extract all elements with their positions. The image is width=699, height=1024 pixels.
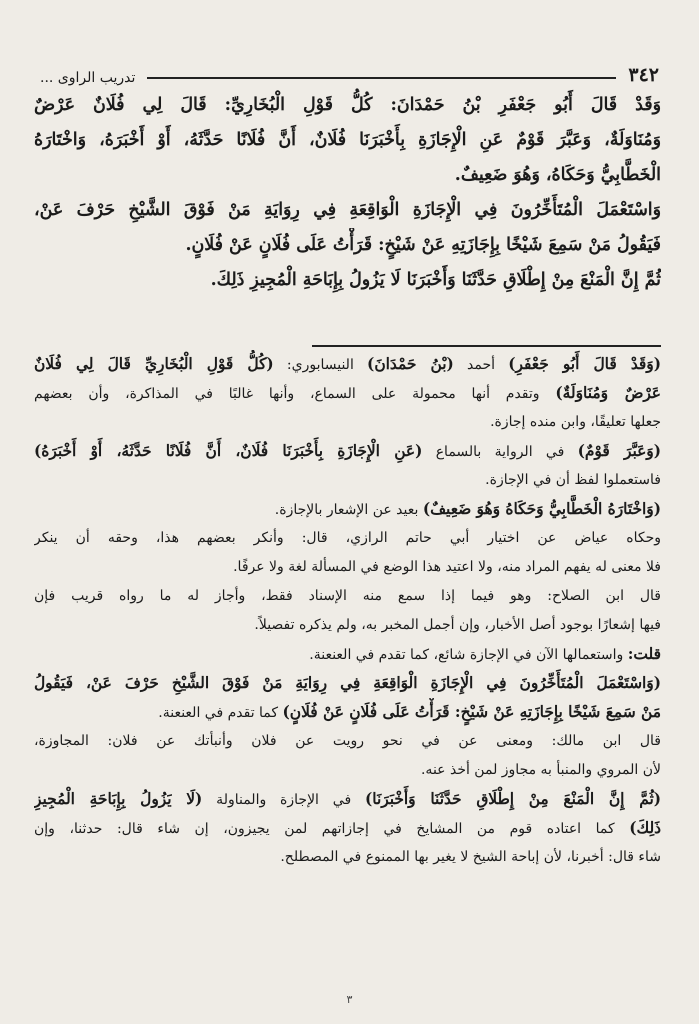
main-line: فَيَقُولُ مَنْ سَمِعَ شَيْخًا بِإِجَازَتِهِ عَنْ شَيْخٍ: قَرَأْتُ عَلَى فُلَانٍ عَنْ فُلَانٍ. xyxy=(185,235,661,255)
commentary-text: كما اعتاده قوم من المشايخ في إجازاتهم لمن يجيزون، إن شاء قال: حدثنا، وإن xyxy=(34,821,630,837)
quoted-matn: (ثُمَّ إِنَّ الْمَنْعَ مِنْ إِطْلَاقِ حَدَّثَنَا وَأَخْبَرَنَا) xyxy=(365,790,661,808)
main-line: وَمُنَاوَلَةٌ، وَعَبَّرَ قَوْمٌ عَنِ الْإِجَازَةِ بِأَخْبَرَنَا فُلَانٌ، أَنَّ فُلَانًا حَدَّثَهُ، أَوْ أَخْبَرَهُ، وَاخْتَارَهُ xyxy=(34,130,661,150)
commentary xyxy=(34,350,661,872)
main-line: وَاسْتَعْمَلَ الْمُتَأَخِّرُونَ فِي الْإِجَازَةِ الْوَاقِعَةِ فِي رِوَايَةِ مَنْ فَوْقَ الشَّيْخِ حَرْفَ عَنْ، xyxy=(34,200,661,220)
commentary-text: شاء قال: أخبرنا، لأن إباحة الشيخ لا يغير بها الممنوع في المصطلح. xyxy=(280,849,661,865)
commentary-line xyxy=(34,756,661,785)
footer-mark: ٣ xyxy=(346,993,353,1006)
commentary-line xyxy=(34,553,661,582)
quoted-matn: ذَلِكَ) xyxy=(629,819,661,837)
commentary-line xyxy=(34,698,661,727)
commentary-text: لأن المروي والمنبأ به مجاوز لمن أخذ عنه. xyxy=(420,762,661,778)
commentary-text: فيها إشعارًا بوجود أصل الأخبار، وإن أجمل المخبر به، ولم يذكره تفصيلاً. xyxy=(254,617,661,633)
commentary-line xyxy=(34,350,661,379)
commentary-line xyxy=(34,669,661,698)
commentary-line xyxy=(34,582,661,611)
page-number: ٣٤٢ xyxy=(628,64,659,86)
commentary-line xyxy=(34,408,661,437)
commentary-text: النيسابوري: xyxy=(273,357,368,373)
quoted-matn: (لَا يَزُولُ بِإِبَاحَةِ الْمُجِيزِ xyxy=(34,790,203,808)
commentary-text: وحكاه عياض عن اختيار أبي حاتم الرازي، قال: وأنكر بعضهم هذا، وحقه أن ينكر xyxy=(34,530,661,546)
main-text xyxy=(34,88,661,298)
quoted-matn: مَنْ سَمِعَ شَيْخًا بِإِجَازَتِهِ عَنْ شَيْخٍ: قَرَأْتُ عَلَى فُلَانٍ عَنْ فُلَانٍ) xyxy=(282,703,661,721)
commentary-text: بعيد عن الإشعار بالإجازة. xyxy=(274,502,423,518)
commentary-line xyxy=(34,524,661,553)
quoted-matn: (وَقَدْ قَالَ أَبُو جَعْفَرِ) xyxy=(508,355,661,373)
commentary-text: في الإجازة والمناولة xyxy=(202,792,365,808)
quoted-matn: (بْنُ حَمْدَانَ) xyxy=(367,355,454,373)
main-line: الْخَطَّابِيُّ وَحَكَاهُ، وَهُوَ ضَعِيفٌ. xyxy=(454,165,661,185)
commentary-line xyxy=(34,611,661,640)
quoted-matn: قلت: xyxy=(627,645,661,663)
commentary-line xyxy=(34,495,661,524)
commentary-text: جعلها تعليقًا، وابن منده إجازة. xyxy=(490,414,661,430)
commentary-line xyxy=(34,437,661,466)
commentary-text: كما تقدم في العنعنة. xyxy=(158,705,283,721)
quoted-matn: (وَاسْتَعْمَلَ الْمُتَأَخِّرُونَ فِي الْإِجَازَةِ الْوَاقِعَةِ فِي رِوَايَةِ مَنْ فَوْقَ الشَّيْخِ حَرْفَ عَنْ، فَيَقُولُ xyxy=(34,674,661,692)
main-line: وَقَدْ قَالَ أَبُو جَعْفَرِ بْنُ حَمْدَانَ: كُلُّ قَوْلِ الْبُخَارِيِّ: قَالَ لِي فُلَانٌ عَرْضٌ xyxy=(34,95,661,115)
commentary-text: واستعمالها الآن في الإجازة شائع، كما تقدم في العنعنة. xyxy=(309,647,628,663)
quoted-matn: (وَعَبَّرَ قَوْمٌ) xyxy=(577,442,661,460)
page-header xyxy=(40,58,659,86)
commentary-text: وتقدم أنها محمولة على السماع، وأنها غالبًا في المذاكرة، وأن بعضهم xyxy=(34,386,556,402)
commentary-line xyxy=(34,727,661,756)
section-divider xyxy=(312,345,661,347)
commentary-line xyxy=(34,640,661,669)
commentary-text: فلا معنى له يفهم المراد منه، ولا اعتيد هذا الوضع في المسألة لغة ولا عرفًا. xyxy=(233,559,661,575)
commentary-line xyxy=(34,785,661,814)
commentary-line xyxy=(34,843,661,872)
main-line: ثُمَّ إِنَّ الْمَنْعَ مِنْ إِطْلَاقِ حَدَّثَنَا وَأَخْبَرَنَا لَا يَزُولُ بِإِبَاحَةِ الْمُجِيزِ ذَلِكَ. xyxy=(210,270,661,290)
book-title: تدريب الراوى ... xyxy=(40,70,136,86)
commentary-line xyxy=(34,379,661,408)
quoted-matn: (وَاخْتَارَهُ الْخَطَّابِيُّ وَحَكَاهُ وَهُوَ ضَعِيفٌ) xyxy=(422,500,661,518)
commentary-line xyxy=(34,814,661,843)
quoted-matn: (كُلُّ قَوْلِ الْبُخَارِيِّ قَالَ لِي فُلَانٌ xyxy=(34,355,274,373)
commentary-text: فاستعملوا لفظ أن في الإجازة. xyxy=(485,472,661,488)
commentary-text: أحمد xyxy=(453,357,509,373)
header-rule xyxy=(147,77,616,79)
commentary-text: قال ابن الصلاح: وهو فيما إذا سمع منه الإسناد فقط، وأجاز له ما رواه قريب فإن xyxy=(34,588,661,604)
commentary-text: قال ابن مالك: ومعنى عن في نحو رويت عن فلان وأنبأتك عن فلان: المجاوزة، xyxy=(34,733,661,749)
commentary-text: في الرواية بالسماع xyxy=(422,444,578,460)
commentary-line xyxy=(34,466,661,495)
quoted-matn: (عَنِ الْإِجَازَةِ بِأَخْبَرَنَا فُلَانٌ، أَنَّ فُلَانًا حَدَّثَهُ، أَوْ أَخْبَرَهُ) xyxy=(34,442,423,460)
quoted-matn: عَرْضٌ وَمُنَاوَلَةٌ) xyxy=(555,384,661,402)
